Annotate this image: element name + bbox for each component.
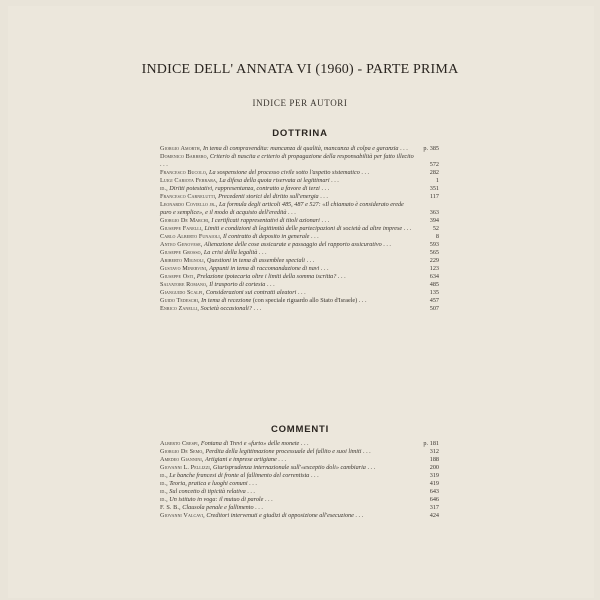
entry-author: Amedeo Giannini, [160, 456, 204, 463]
page-abbrev: p. [423, 440, 428, 447]
index-entry: Anteo Genovese, Alienazione delle cose assicurate e passaggio del rapporto assicurativo . . . 593 [160, 241, 439, 248]
page-abbrev: p. [423, 145, 428, 152]
entry-title: Artigiani e imprese artigiane [204, 456, 277, 463]
index-entry: Guido Tedeschi, In tema di recezione (con speciale riguardo allo Stato d'Israele) . . . 457 [160, 297, 439, 304]
index-entry: Gustavo Minervini, Appunti in tema di raccomandazione di navi . . . 123 [160, 265, 439, 272]
page-number: 593 [429, 241, 439, 248]
index-entry: id., Un istituto in voga: il mutuo di parole . . . 646 [160, 496, 439, 503]
entry-title: Considerazioni sui contratti aleatori [205, 289, 297, 296]
index-entry: Giuseppe Grosso, La crisi della legalità . . . 565 [160, 249, 439, 256]
entry-title: Giurisprudenza internazionale sull'«exceptio doli» cambiaria [213, 464, 366, 471]
index-entry: id., Sul concetto di tipicità relativa . . . 643 [160, 488, 439, 495]
index-entry: Ariberto Mignoli, Questioni in tema di assemblee speciali . . . 229 [160, 257, 439, 264]
entry-author: Domenico Barbero, [160, 153, 209, 160]
index-subtitle: INDICE PER AUTORI [252, 98, 348, 108]
page-number: 282 [429, 169, 439, 176]
entry-title: Clausola penale e fallimento [182, 504, 254, 511]
page-number: 643 [429, 488, 439, 495]
page-number: 634 [429, 273, 439, 280]
index-entry: id., Diritti potestativi, rappresentanza, contratto a favore di terzi . . . 351 [160, 185, 439, 192]
page-number: 319 [429, 472, 439, 479]
entry-author: Carlo Alberto Funaioli, [160, 233, 222, 240]
entry-author: id., [160, 496, 168, 503]
entry-title: Il trasporto di cortesia [209, 281, 266, 288]
index-entry: Enrico Zanelli, Società occasionali? . . . 507 [160, 305, 439, 312]
entry-title: Perdita della legittimazione processuale del fallito e suoi limiti [205, 448, 362, 455]
page-number: 351 [429, 185, 439, 192]
entry-title: In tema di recezione [201, 297, 252, 304]
index-entry: Carlo Alberto Funaioli, Il contratto di deposito in generale . . . 8 [160, 233, 439, 240]
entry-author: id., [160, 480, 168, 487]
entry-author: Gustavo Minervini, [160, 265, 208, 272]
page-number: 572 [429, 161, 439, 168]
page-number: 1 [435, 177, 439, 184]
index-entry: Giorgio De Marchi, I certificati rappresentativi di titoli azionari . . . 394 [160, 217, 439, 224]
entry-title: Fontana di Trevi e «furto» delle monete [200, 440, 300, 447]
entry-title: Le banche francesi di fronte al fallimento del correntista [169, 472, 310, 479]
index-entry: Francesco Carnelutti, Precedenti storici del diritto sull'energia . . . 117 [160, 193, 439, 200]
page-number: 188 [429, 456, 439, 463]
page-number: 117 [429, 193, 439, 200]
page-number: 229 [429, 257, 439, 264]
entry-author: Giuseppe Fanelli, [160, 225, 203, 232]
page-number: 135 [429, 289, 439, 296]
entry-title: In tema di compravendita: mancanza di qualità, mancanza di colpa e garanzia [202, 145, 399, 152]
section-heading-commenti: COMMENTI [270, 424, 330, 435]
entry-title: La formula degli articoli 485, 487 e 527: «Il chiamato è considerato erede puro e semplice», e il modo di acquisto dell'eredità [160, 201, 404, 216]
index-entry: F. S. B., Clausola penale e fallimento . . . 317 [160, 504, 439, 511]
index-entry: Gianguido Scalfi, Considerazioni sui contratti aleatori . . . 135 [160, 289, 439, 296]
entry-author: id., [160, 185, 168, 192]
entry-title: Appunti in tema di raccomandazione di navi [209, 265, 320, 272]
index-entry: Domenico Barbero, Criterio di nascita e criterio di propagazione della responsabilità per fatto illecito . . . 572 [160, 153, 439, 168]
page-number: 200 [429, 464, 439, 471]
index-entry: Giorgio De Semo, Perdita della legittimazione processuale del fallito e suoi limiti . . . 312 [160, 448, 439, 455]
entry-title: Alienazione delle cose assicurate e passaggio del rapporto assicurativo [203, 241, 382, 248]
page-number: 181 [429, 440, 439, 447]
index-entry: Leonardo Coviello jr., La formula degli articoli 485, 487 e 527: «Il chiamato è considerato erede puro e semplice», e il modo di acquisto dell'eredità . . . 363 [160, 201, 439, 216]
index-entry: Amedeo Giannini, Artigiani e imprese artigiane . . . 188 [160, 456, 439, 463]
index-entry: Alberto Crespi, Fontana di Trevi e «furto» delle monete . . . p. 181 [160, 440, 439, 447]
entry-author: Francesco Carnelutti, [160, 193, 217, 200]
entry-title: Questioni in tema di assemblee speciali [206, 257, 306, 264]
page-number: 419 [429, 480, 439, 487]
entry-author: Giovanni L. Pellizzi, [160, 464, 212, 471]
entry-author: Anteo Genovese, [160, 241, 203, 248]
entry-title: Prelazione ipotecaria oltre i limiti della somma iscritta? [196, 273, 337, 280]
entry-author: Ariberto Mignoli, [160, 257, 206, 264]
page-number: 385 [429, 145, 439, 152]
page-number: 565 [429, 249, 439, 256]
entry-author: Giuseppe Grosso, [160, 249, 203, 256]
entry-author: Giovanni Valcavi, [160, 512, 205, 519]
entry-title-tail: (con speciale riguardo allo Stato d'Israele) [251, 297, 358, 304]
entry-title: Criterio di nascita e criterio di propagazione della responsabilità per fatto illecito [209, 153, 414, 160]
page-number: 424 [429, 512, 439, 519]
page-number: 507 [429, 305, 439, 312]
page-number: 317 [429, 504, 439, 511]
entry-title: Diritti potestativi, rappresentanza, contratto a favore di terzi [169, 185, 320, 192]
entry-author: id., [160, 488, 168, 495]
entry-title: Il contratto di deposito in generale [222, 233, 310, 240]
page-number: 646 [429, 496, 439, 503]
entry-author: Gianguido Scalfi, [160, 289, 205, 296]
index-entry: Giovanni Valcavi, Creditori intervenuti e giudizi di opposizione all'esecuzione . . . 424 [160, 512, 439, 519]
section-heading-dottrina: DOTTRINA [272, 128, 328, 139]
page-number: 457 [429, 297, 439, 304]
commenti-entries [160, 440, 438, 520]
entry-title: Creditori intervenuti e giudizi di opposizione all'esecuzione [206, 512, 354, 519]
entry-title: La crisi della legalità [203, 249, 258, 256]
index-entry: Francesco Bucolo, La sospensione del processo civile sotto l'aspetto sistematico . . . 282 [160, 169, 439, 176]
index-entry: Giuseppe Osti, Prelazione ipotecaria oltre i limiti della somma iscritta? . . . 634 [160, 273, 439, 280]
entry-title: La sospensione del processo civile sotto l'aspetto sistematico [209, 169, 360, 176]
entry-title: Limiti e condizioni di legittimità delle partecipazioni di società ad altre imprese [204, 225, 403, 232]
page-number: 8 [435, 233, 439, 240]
entry-author: Francesco Bucolo, [160, 169, 208, 176]
index-entry: Giorgio Amorth, In tema di compravendita: mancanza di qualità, mancanza di colpa e garanzia . . . p. 385 [160, 145, 439, 152]
index-entry: Giovanni L. Pellizzi, Giurisprudenza internazionale sull'«exceptio doli» cambiaria . . . 200 [160, 464, 439, 471]
index-entry: Luigi Cariota Ferrara, La difesa della quota riservata ai legittimari . . . 1 [160, 177, 439, 184]
entry-author: F. S. B., [160, 504, 181, 511]
page-title: INDICE DELL' ANNATA VI (1960) - PARTE PRIMA [141, 62, 459, 77]
dottrina-entries [160, 145, 438, 313]
index-entry: Salvatore Romano, Il trasporto di cortesia . . . 485 [160, 281, 439, 288]
entry-author: Giuseppe Osti, [160, 273, 196, 280]
entry-author: Salvatore Romano, [160, 281, 208, 288]
entry-author: Giorgio Amorth, [160, 145, 202, 152]
index-entry: id., Le banche francesi di fronte al fallimento del correntista . . . 319 [160, 472, 439, 479]
entry-author: Alberto Crespi, [160, 440, 200, 447]
index-entry: id., Teoria, pratica e luoghi comuni . . . 419 [160, 480, 439, 487]
entry-title: I certificati rappresentativi di titoli azionari [211, 217, 320, 224]
entry-author: Enrico Zanelli, [160, 305, 200, 312]
entry-author: Leonardo Coviello jr., [160, 201, 218, 208]
entry-title: Sul concetto di tipicità relativa [169, 488, 246, 495]
entry-title: Teoria, pratica e luoghi comuni [169, 480, 248, 487]
page-number: 312 [429, 448, 439, 455]
entry-author: Giorgio De Semo, [160, 448, 204, 455]
entry-author: Luigi Cariota Ferrara, [160, 177, 218, 184]
page-number: 363 [429, 209, 439, 216]
page-number: 52 [432, 225, 439, 232]
entry-author: id., [160, 472, 168, 479]
page-number: 394 [429, 217, 439, 224]
entry-title: La difesa della quota riservata ai legittimari [219, 177, 330, 184]
entry-title: Precedenti storici del diritto sull'energia [218, 193, 319, 200]
entry-title: Società occasionali? [200, 305, 252, 312]
index-entry: Giuseppe Fanelli, Limiti e condizioni di legittimità delle partecipazioni di società ad altre imprese . . . 52 [160, 225, 439, 232]
entry-title: Un istituto in voga: il mutuo di parole [169, 496, 264, 503]
entry-author: Guido Tedeschi, [160, 297, 200, 304]
page-number: 123 [429, 265, 439, 272]
entry-author: Giorgio De Marchi, [160, 217, 210, 224]
page-number: 485 [429, 281, 439, 288]
